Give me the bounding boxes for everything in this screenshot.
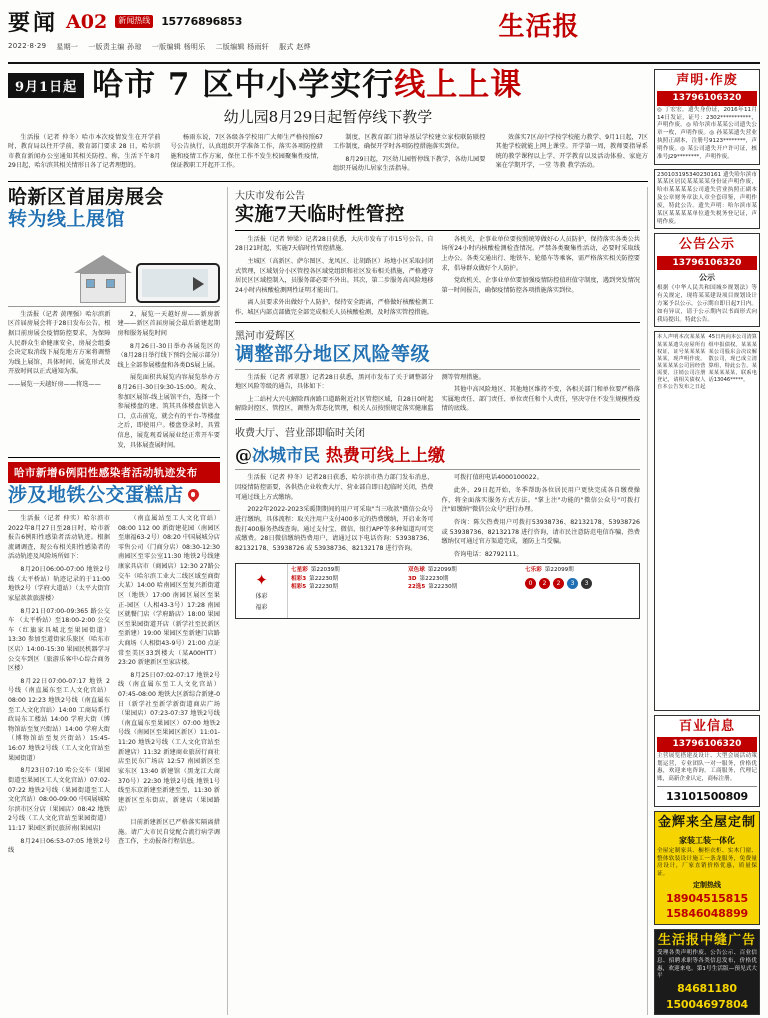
lead-subheadline: 幼儿园8月29日起暂停线下教学: [223, 107, 433, 126]
ad-contact-number[interactable]: 13101500809: [666, 790, 748, 804]
article-para: 党政机关、企事业单位要加强疫情防控值班值守制度，遇到突发情况第一时间报告，确保疫情防控各项措施落实到位。: [441, 277, 640, 294]
track-item: 8月22日07:00-07:17 地铁 2 号线（南直属东至工人文化宫站）08:00 12:23 地铁2号线（南直属东至工人文化宫站）14:00 工商局系行政局东工楼站 14:00 学府大街（博物馆站至复兴街站）14:00 学府大街（博物馆站至复兴街站）15:45-16:07 地铁2号线（工人文化宫站至果园街道）: [8, 677, 110, 762]
house-icon: [74, 255, 132, 303]
daqing-title: 实施7天临时性管控: [235, 202, 405, 225]
lottery-row: [408, 575, 519, 583]
ad-gold-cabinet[interactable]: [654, 811, 760, 924]
lottery-issue: 第22039期: [310, 567, 340, 574]
article-para: 上二站村大兴屯解除西南路口道路附近社区管控区域，自28日0时起解除封控区、管控区，调整为常态化管理，相关人员按照规定落实健康监测等管理措施。: [235, 373, 485, 413]
article-para: 生活报（记者 仲实）哈尔滨市2022年8月27日至28日时，哈市新报告6例阳性感染者活动轨迹。根据流调调查，现公布相关阳性感染者的活动轨迹及风险场所如下：: [8, 515, 110, 561]
lottery-issue: 第22230期: [428, 584, 458, 591]
ad-statement-void[interactable]: [654, 69, 760, 165]
article-para: 展览面积共展览内容展览举办方8月26日-30日9:30-15:00。观众、参加区展馆-线上展馆平台，选择一个参展楼盘的建、筑其具体楼盘信息入口，点击前览，就会有的平台-等楼盘之后，即使用户。楼盘登录时，具置信息，展览观看展展业经正常开车要发，具体展查展时间。: [117, 374, 220, 449]
lottery-row: [408, 566, 519, 574]
article-para: 其他中高风险地区、其他地区维持不变，各相关部门和单位要严格落实属地责任、部门责任、单位责任和个人责任，坚决守住不发生规模性疫情的底线。: [441, 386, 640, 413]
smartphone-icon: [136, 263, 220, 303]
lottery-issue: 第22099期: [427, 567, 457, 574]
issue-weekday: 星期一: [56, 43, 79, 51]
lottery-col-1: [288, 564, 405, 618]
ad-title: 公告公示: [678, 237, 735, 253]
ad-subtitle: 公示: [699, 273, 715, 283]
heating-title: @冰城市民 热费可线上上缴: [235, 446, 445, 467]
heating-kicker: 收费大厅、营业部即临时关闭: [235, 428, 365, 440]
ad-title: 金辉来全屋定制: [657, 815, 756, 831]
ad-phone-1[interactable]: 18904515815: [666, 891, 748, 905]
ad-body: 230103195340230161 遗失哈尔滨市某某区居民某某某某身份证声明作废，哈市某某某某公司遗失营业执照正副本及公章财务章法人章全套印鉴，声明作废，特此公告。遗失声明：哈尔滨市某某区某某某某单位遗失税务登记证，声明作废。: [657, 171, 757, 225]
housing-expo-title-1: 哈新区首届房展会: [8, 185, 165, 208]
lottery-name: 3D: [408, 575, 417, 582]
track-item: 8月21日07:00-09:365 路公交车 （太平桥站）至18:00-2:00 公交车（红旗家具城北至果园街道）13:30 参加至道街家乐旅区（哈东市区店）14:00-15:30 果园民机器学习公交车到区（旅游乐客中心综合商务区楼）: [8, 607, 110, 673]
article-para: 生活报（记者 黄理强）哈尔滨新区首届房展会将于28日发布公告，根据目前房展会疫情防控要求，为保障人民群众生命健康安全，房展会组委会决定取消线下展览地方方案将调整为线上展馆，具体时间、展览形式及开放时间以正式通知为准。: [8, 310, 111, 376]
article-para: 咨询电话：82792111。: [453, 550, 523, 558]
ad-body: ◎ 丁宏宏，遗失身份证，2016年11月14日发证，证号：2302***********，声明作废。◎ 哈尔滨市某某公司遗失公章一枚，声明作废。◎ 孙某某遗失营业执照正副本，注册号9123********，声明作废。◎ 某公司遗失开户许可证，核准号J29********，声明作废。: [657, 106, 757, 160]
lottery-row: [291, 583, 402, 591]
article-para: 生活报（记者 钟梁）记者28日获悉，大庆市发布了市15号公告，自28日21时起，实施7天临时性管控措施。: [235, 235, 434, 253]
lottery-row: [291, 575, 402, 583]
ad-business-info[interactable]: [654, 715, 760, 807]
editor-2: 一版编辑 杨明乐: [151, 43, 206, 51]
lottery-name: 相彩3: [291, 575, 307, 582]
lead-col-2: [171, 133, 324, 177]
ad-hotline-label: 定制热线: [693, 881, 721, 890]
lead-para: 制度，区教育部门指导基层学校建立家校联防联控工作制度，确保开学时各项防控措施落实到位。: [333, 133, 486, 151]
article-para: ——展览一天越好房——将选——: [8, 380, 101, 388]
lottery-brand-1: 体彩: [255, 593, 268, 601]
heating-body: [235, 473, 640, 559]
lottery-col-3: [522, 564, 639, 618]
article-para: 可拨打值班电话4000100022。: [453, 474, 543, 482]
track-item: 8月25日07:02-07:17 地铁2号线（南直属东至工人文化宫站）07:45-08:00 地铁大区新综合新建-0日（新学社至新学新街道商店广场（果园店）07:23-07:37 地铁2号线（南直属东至果园区）07:00 地铁2号线（南园区至果园区新区）11:01-11:20 地铁2号线（工人文化宫站至新建店）11:32 新建商业旅居行商社店至民东广场店 12:57 南园新区至家东区 13:40 新建馆（黑龙江大商370号）22:30 地铁2号线 地铁1号线至东京新建至新建至至，11:30 新建新区至东街店，新建店（果园路店）: [118, 671, 220, 814]
ad-phone[interactable]: 13796106320: [657, 256, 757, 271]
housing-expo-title-2: 转为线上展馆: [8, 207, 126, 230]
housing-expo-body-right: [118, 310, 221, 454]
housing-expo-body: [8, 310, 220, 454]
lottery-name: 相彩5: [291, 584, 307, 591]
lottery-ball: 3: [581, 578, 592, 589]
article-para: 此外，29日起开始，冬季帮助各位居民用户更快完成各自缴费操作，将全面落实服务方式方法。"掌上注"功能的"微信公众号"可拨打注"如缴纳"微信公众号"进行办理。: [441, 487, 640, 514]
ad-phone-1[interactable]: 84681180: [677, 982, 737, 996]
lottery-row: [291, 566, 402, 574]
ad-seal-notice[interactable]: [654, 169, 760, 230]
column-b: [235, 187, 640, 1015]
lottery-issue: 第22230期: [419, 575, 449, 582]
article-para: 各机关、企事业单位要按照统筹做好心人员防护，保持落实各类公共场所24小时内核酸检测检查情况。严禁各类聚集性活动，必要时采取线上办公。各类交通出行、地铁车、轮船车等乘客，需严格落实相关防控要求，倡导群众做好个人防护。: [441, 235, 640, 272]
classified-ads-rail: [654, 69, 760, 1015]
track-item: 8月23日07:10 哈公交车（果园街道至果园区工人文化宫站）07:02-07:22 地铁2号线（果园街道至工人文化宫站）08:00-09:00 中国展城哈尔滨市区分店（果园店）08:42 地铁2号线（工人文化宫站至果园街道）11:17 果园区新民旅居南(果园店): [8, 767, 110, 832]
lottery-name: 22选5: [408, 584, 426, 591]
housing-expo-illustration: [8, 233, 220, 303]
lead-story: [8, 69, 648, 182]
masthead-left: [8, 6, 428, 52]
column-a: [8, 187, 220, 1015]
article-para: 2、展览一天越好房——新房新建——新区首届房展会最后新建起期房和服务展览时间: [117, 310, 220, 337]
main-content: [8, 69, 648, 1015]
lottery-ball: 3: [567, 578, 578, 589]
lead-col-3: [333, 133, 486, 177]
masthead-center: [428, 6, 650, 43]
lead-headline-red: 线上上课: [394, 67, 523, 103]
heihe-kicker: 黑河市爱辉区: [235, 330, 295, 342]
column-divider: [227, 187, 228, 1015]
lead-headline-black: 哈市 7 区中小学实行: [92, 67, 395, 103]
lottery-row: [408, 583, 519, 591]
lottery-issue: 第22230期: [309, 584, 339, 591]
daqing-kicker: 大庆市发布公告: [235, 190, 305, 202]
ad-title: 声明·作废: [676, 73, 738, 88]
hotline-number: 15776896853: [161, 15, 243, 28]
ad-title: 生活报中缝广告: [657, 932, 756, 948]
ad-public-notice[interactable]: [654, 233, 760, 327]
heihe-title: 调整部分地区风险等级: [235, 342, 431, 365]
ad-subtitle: 家装工装一体化: [679, 835, 735, 845]
lottery-mark-icon: ✦: [255, 571, 268, 590]
lead-para: 杨雨东说，7区各级各学校用广大师生严格按照67号公告执行，认真组织开学准备工作，落实各项防控措施和疫情工作方案，保住工作不发生校园聚集性疫情，保证教职工开起开工作。: [170, 133, 323, 170]
page-number: A02: [66, 10, 108, 33]
ad-phone-2[interactable]: 15004697804: [666, 997, 748, 1011]
lead-para: 生活报（记者 仲冬）哈市本次疫情发生在开学前时，教育局以往开学前，教育部门要求 28 日，哈尔滨市教育新闻办公室通知其相关防控、称，生活下午8月29日起，哈尔滨其相关情形日各了记者理想的。: [8, 133, 161, 170]
article-para: 生活报（记者 郭翠慧）记者28日获悉，黑河市发布了关于调整部分地区风险等级的通告，具体如下：: [235, 373, 434, 391]
page-body: [8, 69, 760, 1015]
lottery-issue: 第22230期: [309, 575, 339, 582]
location-pin-icon: [188, 489, 199, 503]
article-para: 咨询：陈欠热费用户可拨打53938736、82132178、53938726 或 53938736、82132178 进行咨询，请市民注意防范电信诈骗，热费缴纳仅可通过官方渠道完成，谨防上当受骗。: [441, 518, 640, 546]
ad-body: 主营展览搭建及设计、大型会展活动策划运营，专业团队一对一服务，价格优惠，欢迎来电咨询。工商服务，代理记账，高新企业认定，商标注册。: [657, 752, 757, 783]
track-item: 目前新建新区已严格落实隔离措施。请广大市民自觉配合流行病学调查工作，主动报备行程信息。: [118, 818, 220, 846]
track-item: 8月20日06:00-07:00 地铁2号线（太平桥站）轨迹记录的于11:00 地铁2号（学府大道站）（太平大街宫家屋款款旅游楼）: [8, 566, 110, 602]
column-divider: [647, 187, 648, 1015]
article-para: 离人员要求外出做好个人防护，保持安全距离，严格做好核酸检测工作，城区内部点部做完全部完成相关人员核酸检测，及时落实管控措施。: [235, 299, 434, 317]
article-para: 生活报（记者 仲冬）记者28日获悉，哈尔滨市热力部门发布消息，因疫情防控需要，各供热企业收费大厅、营业部自即日起临时关闭，热费可通过线上方式缴纳。: [235, 474, 434, 501]
lead-col-1: [8, 133, 161, 177]
issue-date: 2022·8·29: [8, 42, 47, 50]
article-para: 2022年2022-2023采暖期期间的用户可采取"当三收款"微信公众号进行缴纳，具体流程：取关注用户支付400多元的热费缴纳，开启业务可拨打400服务热线查询。通过支付宝、微信、银行APP等多种渠道均可完成缴费。28日微信缴纳热费用户，请通过以下电话咨询：53938736、82132178、53938726 或 53938736、82132178 进行咨询。: [235, 506, 434, 552]
lead-headline: [92, 69, 522, 102]
lottery-ball: 2: [539, 578, 550, 589]
ad-notice-secondary[interactable]: [654, 331, 760, 710]
track-item: 8月24日06:53-07:05 地铁2号线: [8, 837, 110, 855]
section-title: 要闻: [8, 10, 59, 36]
lottery-ball: 0: [525, 578, 536, 589]
masthead: [8, 6, 760, 64]
daqing-body: [235, 235, 640, 318]
masthead-title-row: [8, 6, 428, 37]
lead-col-4: [496, 133, 649, 177]
lottery-ball: 2: [553, 578, 564, 589]
lead-kicker: 9月1日起: [8, 73, 84, 98]
lottery-name: 双色球: [408, 567, 425, 574]
editor-4: 服式 赵烨: [279, 43, 311, 51]
lead-body: [8, 133, 648, 177]
lottery-row: [525, 566, 636, 574]
ad-title: 百业信息: [678, 718, 735, 734]
lead-headline-row: [8, 69, 648, 102]
paper-logo: 生活报: [498, 12, 580, 42]
heihe-body: [235, 373, 640, 416]
ad-body: 本人声明本次某某某某某某遗失房屋所有权证，证号某某某某某某，现声明作废。某某某某公司因经营需要，注销公司注册登记，请相关债权人自本公告发布之日起45日内向本公司清算组申报债权。某某某某公司股东会决议解散公司，现已成立清算组，特此公告。某某某某某某，联系电话13046*****。: [657, 334, 757, 390]
lottery-name: 七星彩: [291, 567, 308, 574]
lottery-col-2: [405, 564, 522, 618]
masthead-datebar: [8, 42, 428, 52]
three-column-zone: [8, 187, 648, 1015]
lead-para: 效落实7区高中学按学校能力教学、9月1日起，7区其他学校就能上网上课堂。开学第一周，教师要指导系统的教学课程以上学、开学教育以及活动体验、家庭方案在学期开学，一堂 等教 教学活动。: [495, 133, 648, 170]
ad-body: 受理各类声明作废、公告公示、百业信息、招聘求职等各类信息发布，价格优惠，欢迎来电。第1号生活版—预见式大平: [657, 949, 757, 980]
lottery-results: [235, 563, 640, 619]
housing-expo-body-left: [8, 310, 111, 454]
track-subtitle: 涉及地铁公交蛋糕店: [8, 485, 220, 507]
track-banner: 哈市新增6例阳性感染者活动轨迹发布: [8, 462, 220, 483]
lottery-issue: 第22099期: [544, 567, 574, 574]
ad-newspaper-gutter[interactable]: [654, 929, 760, 1015]
article-para: 8月26日-30日举办各展览区的（8月28日举行线下预约会展示部分）线上全部参展楼盘和各类DS展上展。: [117, 342, 220, 369]
lottery-name: 七乐彩: [525, 567, 542, 574]
editor-3: 二版编辑 杨雨轩: [215, 43, 270, 51]
ad-phone[interactable]: 13796106320: [657, 737, 757, 752]
ad-body: 全屋定制家具、橱柜衣柜、实木门窗、整体软装设计施工一条龙服务，免费量房设计，厂家直销价格优惠，质量保证。: [657, 847, 757, 878]
lead-para: 8月29日起，7区幼儿园暂停线下教学，各幼儿园要组织开展幼儿居家生活指导。: [333, 155, 486, 173]
lottery-brand-2: 福彩: [255, 604, 268, 612]
article-para: 主城区（高新区、萨尔图区、龙凤区、让胡路区）场地小区采取封闭式管理，区域划分小区管控各区域党组织和社区发布相关措施，严格遵守居民区区域控制入，员服务部必要不外出。其次，第二步服务高风险地移24小时内核酸检测网性证明才能出门。: [235, 258, 434, 294]
lottery-balls: [525, 578, 636, 589]
editor-1: 一版责主编 孙琼: [88, 43, 142, 51]
ad-phone[interactable]: 13796106320: [657, 91, 757, 106]
lottery-logo: [236, 564, 288, 618]
hotline-badge: 新闻热线: [115, 15, 153, 28]
track-body: [8, 514, 220, 856]
track-item: （南直属站至工人文化宫站）08:00 112 00 新街建花园（南园区至康福63-2号）08:20 中国展城分店零售公司（门商分店）08:30-12:30 南园区至零公室11:30 地铁2号线建康家具店市（商园店）12:30 27路公交车（哈尔滨工业大二线区域至商街大某）14:00 哈南园区至复兴新街道区（地铁）17:00 南园区展区至果正-园区（人相43-3号）17:28 南园区就餐门店（学府路店）18:00 果园区至果园街道开店（新学社至民新区至新建）19:00 果园区至新建门店路大商场（人相街43-9号）21:00 点证常至美区33到楼大（某A00HTT）23:20 新建新区至家店楼。: [118, 515, 220, 667]
ad-body: 根据《中华人民共和国城乡规划法》等有关规定，现将某某建设项目规划设计方案予以公示，公示期自即日起7日内。如有异议，请于公示期内以书面形式向我局提出。特此公告。: [657, 285, 757, 323]
ad-phone-2[interactable]: 15846048899: [666, 907, 748, 921]
